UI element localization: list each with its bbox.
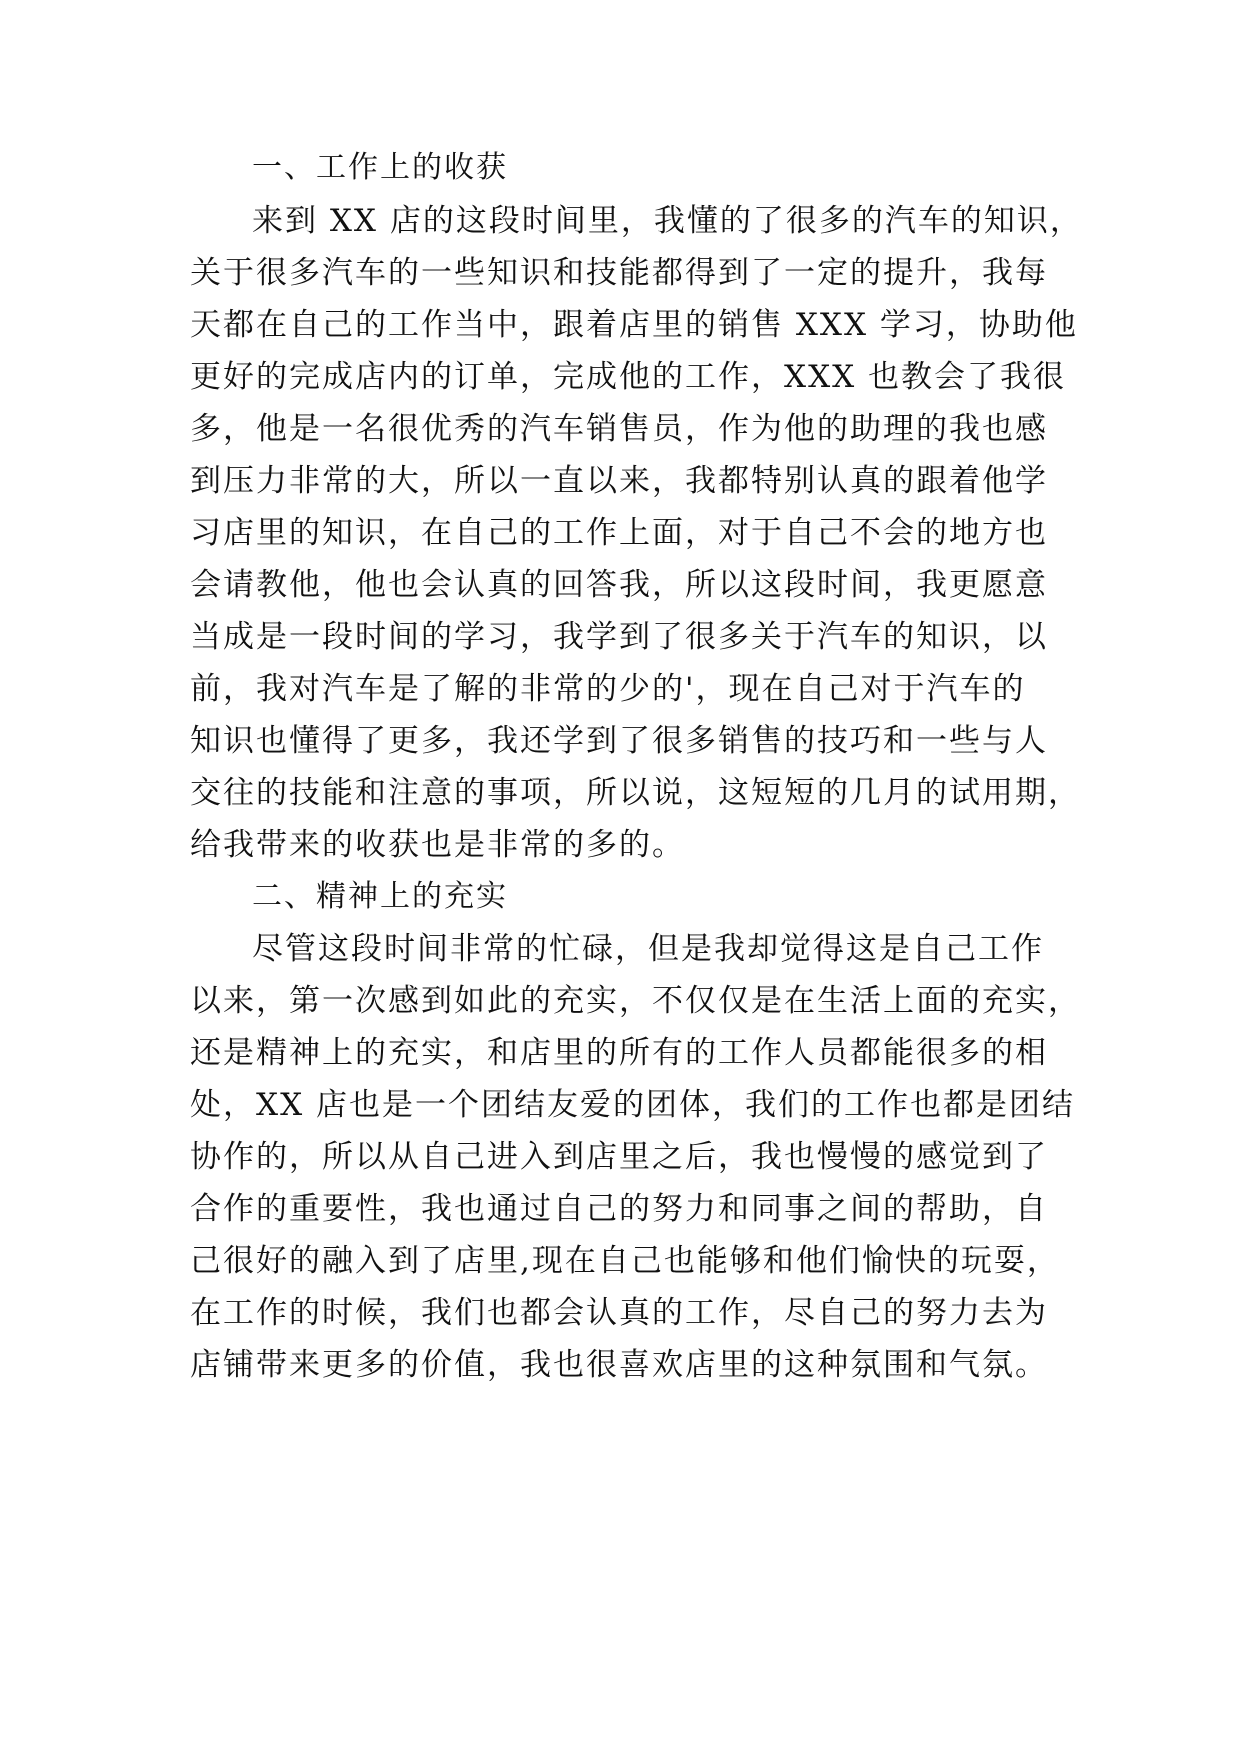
section-1-heading: 一、工作上的收获 (252, 150, 508, 185)
paragraph-line: 当成是一段时间的学习，我学到了很多关于汽车的知识，以 (190, 619, 1048, 655)
section-2-heading: 二、精神上的充实 (252, 879, 508, 914)
paragraph-line: 还是精神上的充实，和店里的所有的工作人员都能很多的相 (190, 1035, 1048, 1071)
paragraph-line: 前，我对汽车是了解的非常的少的'，现在自己对于汽车的 (190, 671, 1026, 707)
paragraph-line: 天都在自己的工作当中，跟着店里的销售 XXX 学习，协助他 (190, 307, 1078, 343)
paragraph-line: 己很好的融入到了店里,现在自己也能够和他们愉快的玩耍， (190, 1243, 1060, 1279)
paragraph-line: 合作的重要性，我也通过自己的努力和同事之间的帮助，自 (190, 1191, 1048, 1227)
paragraph-line: 给我带来的收获也是非常的多的。 (190, 827, 685, 863)
paragraph-line: 在工作的时候，我们也都会认真的工作，尽自己的努力去为 (190, 1295, 1048, 1331)
paragraph-line: 更好的完成店内的订单，完成他的工作，XXX 也教会了我很 (190, 359, 1067, 395)
paragraph-line: 协作的，所以从自己进入到店里之后，我也慢慢的感觉到了 (190, 1139, 1048, 1175)
paragraph-line: 以来，第一次感到如此的充实，不仅仅是在生活上面的充实， (190, 983, 1081, 1019)
paragraph-line: 多，他是一名很优秀的汽车销售员，作为他的助理的我也感 (190, 411, 1048, 447)
paragraph-line: 店铺带来更多的价值，我也很喜欢店里的这种氛围和气氛。 (190, 1347, 1048, 1383)
paragraph-line: 来到 XX 店的这段时间里，我懂的了很多的汽车的知识， (252, 203, 1083, 239)
paragraph-line: 到压力非常的大，所以一直以来，我都特别认真的跟着他学 (190, 463, 1048, 499)
paragraph-line: 处，XX 店也是一个团结友爱的团体，我们的工作也都是团结 (190, 1087, 1075, 1123)
paragraph-line: 关于很多汽车的一些知识和技能都得到了一定的提升，我每 (190, 255, 1048, 291)
paragraph-line: 会请教他，他也会认真的回答我，所以这段时间，我更愿意 (190, 567, 1048, 603)
paragraph-line: 习店里的知识，在自己的工作上面，对于自己不会的地方也 (190, 515, 1048, 551)
paragraph-line: 交往的技能和注意的事项，所以说，这短短的几月的试用期， (190, 775, 1081, 811)
paragraph-line: 尽管这段时间非常的忙碌，但是我却觉得这是自己工作 (252, 931, 1044, 967)
paragraph-line: 知识也懂得了更多，我还学到了很多销售的技巧和一些与人 (190, 723, 1048, 759)
